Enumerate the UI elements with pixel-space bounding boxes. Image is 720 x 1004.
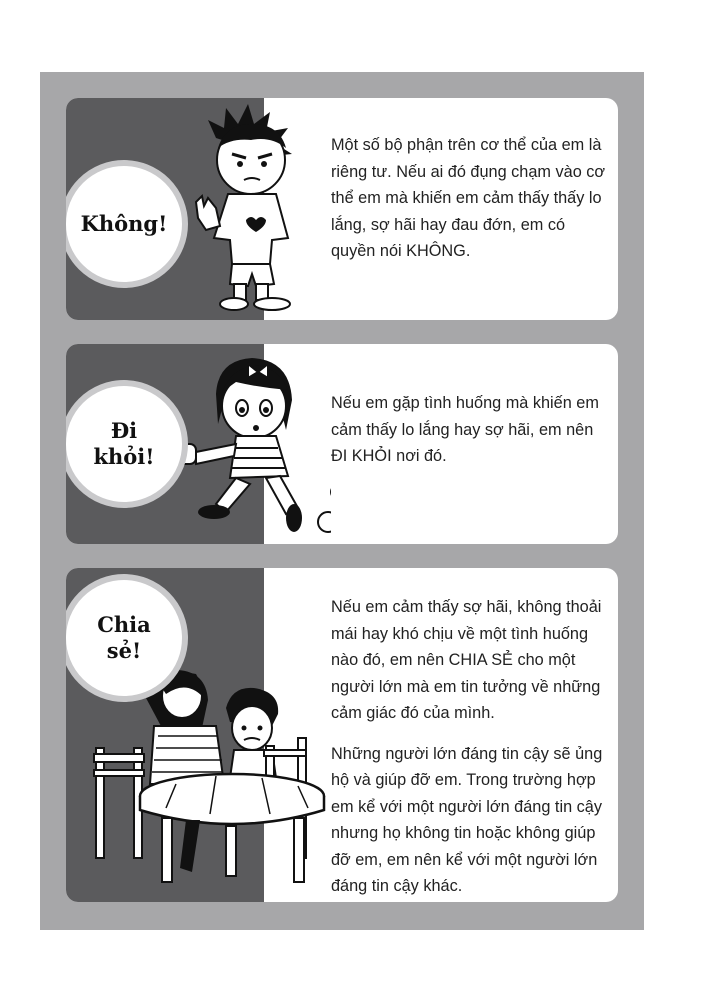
card-text: [331, 132, 606, 279]
card-text: [331, 594, 606, 902]
card-say-no: [66, 98, 618, 320]
paragraph: Một số bộ phận trên cơ thể của em là riêng tư. Nếu ai đó đụng chạm vào cơ thể em mà khiến em cảm thấy thấy lo lắng, sợ hãi hay đau đớn, em có quyền nói KHÔNG.: [331, 136, 606, 260]
badge-label: Đi khỏi!: [93, 418, 155, 469]
badge-label: Không!: [80, 211, 168, 236]
paragraph: Những người lớn đáng tin cậy sẽ ủng hộ và giúp đỡ em. Trong trường hợp em kể với một người lớn đáng tin cậy nhưng họ không tin hoặc không giúp đỡ em, em nên kể với một người lớn đáng tin cậy khác.: [331, 744, 603, 895]
card-share: [66, 568, 618, 902]
badge-circle: [66, 574, 188, 702]
paragraph: Nếu em cảm thấy sợ hãi, không thoải mái hay khó chịu về một tình huống nào đó, em nên CHIA SẺ cho một người lớn mà em tin tưởng về những cảm giác đó của mình.: [331, 598, 602, 722]
card-walk-away: [66, 344, 618, 544]
badge-circle: [66, 380, 188, 508]
badge-label: Chia sẻ!: [97, 612, 151, 663]
paragraph: Nếu em gặp tình huống mà khiến em cảm thấy lo lắng hay sợ hãi, em nên ĐI KHỎI nơi đó.: [331, 394, 599, 465]
badge-circle: [66, 160, 188, 288]
card-text: [331, 390, 606, 484]
